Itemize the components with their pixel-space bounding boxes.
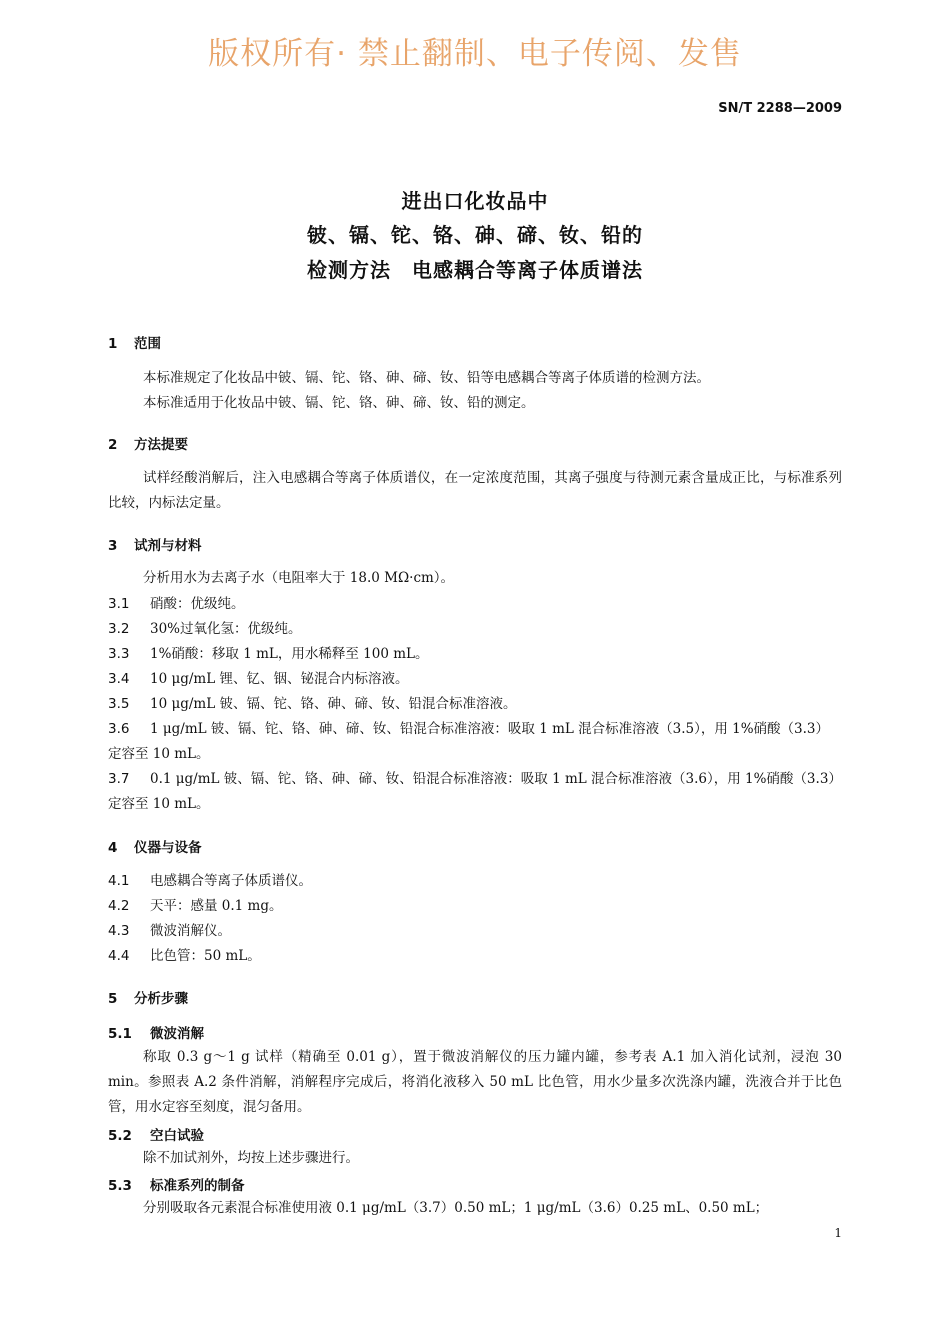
paragraph: 除不加试剂外，均按上述步骤进行。: [143, 1150, 359, 1166]
paragraph: 称取 0.3 g～1 g 试样（精确至 0.01 g），置于微波消解仪的压力罐内罐，参考表 A.1 加入消化试剂，浸泡 30 min。参照表 A.2 条件消解，消解程序完成后，将消化液移入 50 mL 比色管，用水少量多次洗涤内罐，洗液合并于比色管，用水定容至刻度，混匀备用。: [108, 1049, 842, 1115]
section-number: 5: [108, 991, 118, 1007]
document-code: SN/T 2288—2009: [718, 101, 842, 116]
page-number: 1: [834, 1226, 842, 1240]
section-title: 仪器与设备: [134, 840, 202, 856]
section-3-heading: [108, 534, 202, 554]
section-5-heading: [108, 987, 188, 1007]
title-line-3: 检测方法 电感耦合等离子体质谱法: [307, 258, 643, 282]
section-title: 范围: [134, 336, 161, 352]
title-line-2: 铍、镉、铊、铬、砷、碲、钕、铅的: [307, 223, 643, 247]
list-item: 3.4 10 μg/mL 锂、钇、铟、铋混合内标溶液。: [108, 671, 409, 687]
list-item: 4.2 天平：感量 0.1 mg。: [108, 898, 283, 914]
list-item: 3.3 1%硝酸：移取 1 mL，用水稀释至 100 mL。: [108, 646, 429, 662]
section-4-heading: [108, 836, 202, 856]
list-item: 3.1 硝酸：优级纯。: [108, 596, 245, 612]
section-number: 2: [108, 437, 118, 453]
section-number: 3: [108, 538, 118, 554]
list-item: 3.6 1 μg/mL 铍、镉、铊、铬、砷、碲、钕、铅混合标准溶液：吸取 1 mL 混合标准溶液（3.5），用 1%硝酸（3.3）定容至 10 mL。: [108, 721, 830, 762]
paragraph: 试样经酸消解后，注入电感耦合等离子体质谱仪，在一定浓度范围，其离子强度与待测元素含量成正比，与标准系列比较，内标法定量。: [108, 470, 842, 511]
subsection-5-3-heading: 5.3 标准系列的制备: [108, 1178, 245, 1194]
list-item: 3.2 30%过氧化氢：优级纯。: [108, 621, 302, 637]
watermark: 版权所有· 禁止翻制、电子传阅、发售: [208, 36, 742, 72]
section-title: 分析步骤: [134, 991, 188, 1007]
list-item: 4.4 比色管：50 mL。: [108, 948, 261, 964]
list-item: 3.5 10 μg/mL 铍、镉、铊、铬、砷、碲、钕、铅混合标准溶液。: [108, 696, 517, 712]
list-item: 4.3 微波消解仪。: [108, 923, 231, 939]
section-title: 方法提要: [134, 437, 188, 453]
section-number: 1: [108, 336, 118, 352]
section-2-heading: [108, 433, 188, 453]
subsection-5-2-heading: 5.2 空白试验: [108, 1128, 204, 1144]
section-number: 4: [108, 840, 118, 856]
list-item: 3.7 0.1 μg/mL 铍、镉、铊、铬、砷、碲、钕、铅混合标准溶液：吸取 1 mL 混合标准溶液（3.6），用 1%硝酸（3.3）定容至 10 mL。: [108, 771, 842, 812]
title-line-1: 进出口化妆品中: [401, 189, 549, 213]
paragraph: 分别吸取各元素混合标准使用液 0.1 μg/mL（3.7）0.50 mL；1 μg/mL（3.6）0.25 mL、0.50 mL；: [143, 1200, 769, 1216]
section-title: 试剂与材料: [134, 538, 202, 554]
paragraph: 本标准适用于化妆品中铍、镉、铊、铬、砷、碲、钕、铅的测定。: [143, 395, 535, 411]
list-item: 4.1 电感耦合等离子体质谱仪。: [108, 873, 312, 889]
paragraph: 分析用水为去离子水（电阻率大于 18.0 MΩ·cm）。: [143, 570, 455, 586]
section-1-heading: [108, 332, 161, 352]
subsection-5-1-heading: 5.1 微波消解: [108, 1026, 204, 1042]
paragraph: 本标准规定了化妆品中铍、镉、铊、铬、砷、碲、钕、铅等电感耦合等离子体质谱的检测方法。: [143, 370, 710, 386]
